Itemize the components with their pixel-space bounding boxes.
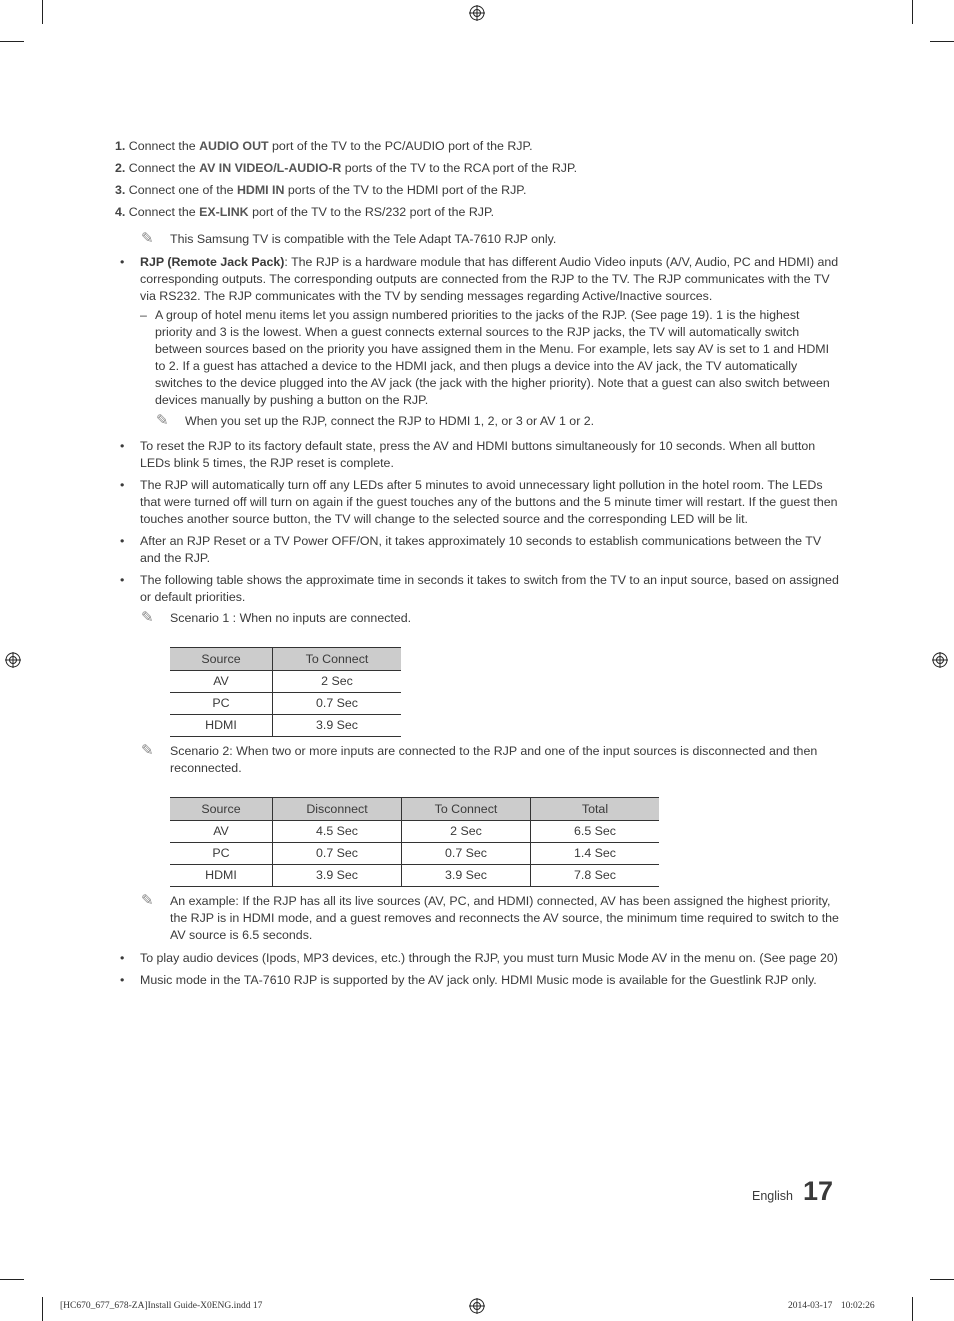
table-row: AV 4.5 Sec 2 Sec 6.5 Sec [170,821,659,843]
table-header: Disconnect [273,798,402,821]
note-scenario2: ✎ Scenario 2: When two or more inputs are connected to the RJP and one of the input sources is disconnected and then reconnected. [141,742,818,775]
crop-mark [42,1297,43,1321]
pencil-note-icon: ✎ [141,609,154,626]
pencil-note-icon: ✎ [156,412,169,429]
page-language: English [752,1189,793,1203]
footer-filename: [HC670_677_678-ZA]Install Guide-X0ENG.indd 17 [60,1301,263,1311]
table-row: AV 2 Sec [170,671,401,693]
note-setup: ✎ When you set up the RJP, connect the RJP to HDMI 1, 2, or 3 or AV 1 or 2. [156,412,595,429]
registration-mark-icon [932,652,948,668]
page-content [115,138,840,991]
bullet-audio: • To play audio devices (Ipods, MP3 devices, etc.) through the RJP, you must turn Music Mode AV in the menu on. (See page 20) [120,951,838,965]
table-row: PC 0.7 Sec [170,693,401,715]
crop-mark [42,0,43,24]
step-1: 1. Connect the AUDIO OUT port of the TV to the PC/AUDIO port of the RJP. [115,139,533,153]
registration-mark-icon [5,652,21,668]
table-row: HDMI 3.9 Sec [170,715,401,737]
table-row: PC 0.7 Sec 0.7 Sec 1.4 Sec [170,843,659,865]
bullet-poweroff: • After an RJP Reset or a TV Power OFF/ON, it takes approximately 10 seconds to establish communications between the TV and the RJP. [120,534,822,565]
step-4: 4. Connect the EX-LINK port of the TV to the RS/232 port of the RJP. [115,205,495,219]
table-header: To Connect [273,648,402,671]
note-example: ✎ An example: If the RJP has all its live sources (AV, PC, and HDMI) connected, AV has been assigned the highest priority, the RJP is in HDMI mode, and a guest removes and reconnects the AV source, the minimum time required to switch to the AV source is 6.5 seconds. [141,892,839,942]
note-compatible: ✎ This Samsung TV is compatible with the Tele Adapt TA-7610 RJP only. [141,230,557,247]
crop-mark [912,0,913,24]
bullet-rjp: • RJP (Remote Jack Pack): The RJP is a hardware module that has different Audio Video inputs (A/V, Audio, PC and HDMI) and corresponding outputs. The corresponding outputs are connected from the RJP to the TV. The RJP communicates with the TV via RS232. The RJP communicates with the TV by sending messages regarding Active/Inactive sources. [120,255,839,303]
table-scenario1 [170,647,401,737]
table-header: Total [531,798,660,821]
note-scenario1: ✎ Scenario 1 : When no inputs are connected. [141,609,412,626]
bullet-table: • The following table shows the approximate time in seconds it takes to switch from the TV to an input source, based on assigned or default priorities. [120,573,839,604]
registration-mark-icon [469,1298,485,1314]
table-scenario2 [170,797,659,887]
bullet-leds: • The RJP will automatically turn off any LEDs after 5 minutes to avoid unnecessary light pollution in the hotel room. The LEDs that were turned off will turn on again if the guest touches any of the buttons and the 5 minute timer will restart. If the guest then touches another source button, the TV will change to the selected source and the corresponding LED will be lit. [120,478,838,526]
crop-mark [930,1279,954,1280]
bullet-music: • Music mode in the TA-7610 RJP is supported by the AV jack only. HDMI Music mode is available for the Guestlink RJP only. [120,973,817,987]
bullet-reset: • To reset the RJP to its factory default state, press the AV and HDMI buttons simultaneously for 10 seconds. When all button LEDs blink 5 times, the RJP reset is complete. [120,439,816,470]
table-header: Source [170,648,273,671]
crop-mark [0,41,24,42]
table-row: HDMI 3.9 Sec 3.9 Sec 7.8 Sec [170,865,659,887]
page-number: 17 [803,1176,834,1206]
step-3: 3. Connect one of the HDMI IN ports of the TV to the HDMI port of the RJP. [115,183,527,197]
pencil-note-icon: ✎ [141,742,154,759]
crop-mark [912,1297,913,1321]
registration-mark-icon [469,5,485,21]
crop-mark [0,1279,24,1280]
dash-priority: – A group of hotel menu items let you assign numbered priorities to the jacks of the RJP. (See page 19). 1 is the highest priority and 3 is the lowest. When a guest connects external sources to the RJP jacks, the TV will automatically switch between sources based on the priority you have assigned them in the Menu. For example, lets say AV is set to 1 and HDMI to 2. If a guest has attached a device to the HDMI jack, and then plugs a device into the AV jack, the TV automatically switches to the device plugged into the AV jack (the jack with the higher priority). Note that a guest can also switch between devices manually by pushing a button on the RJP. [140,308,830,407]
step-2: 2. Connect the AV IN VIDEO/L-AUDIO-R ports of the TV to the RCA port of the RJP. [115,161,578,175]
footer-timestamp: 2014-03-17 10:02:26 [788,1301,875,1311]
table-header: Source [170,798,273,821]
table-header: To Connect [402,798,531,821]
pencil-note-icon: ✎ [141,892,154,909]
crop-mark [930,41,954,42]
pencil-note-icon: ✎ [141,230,154,247]
